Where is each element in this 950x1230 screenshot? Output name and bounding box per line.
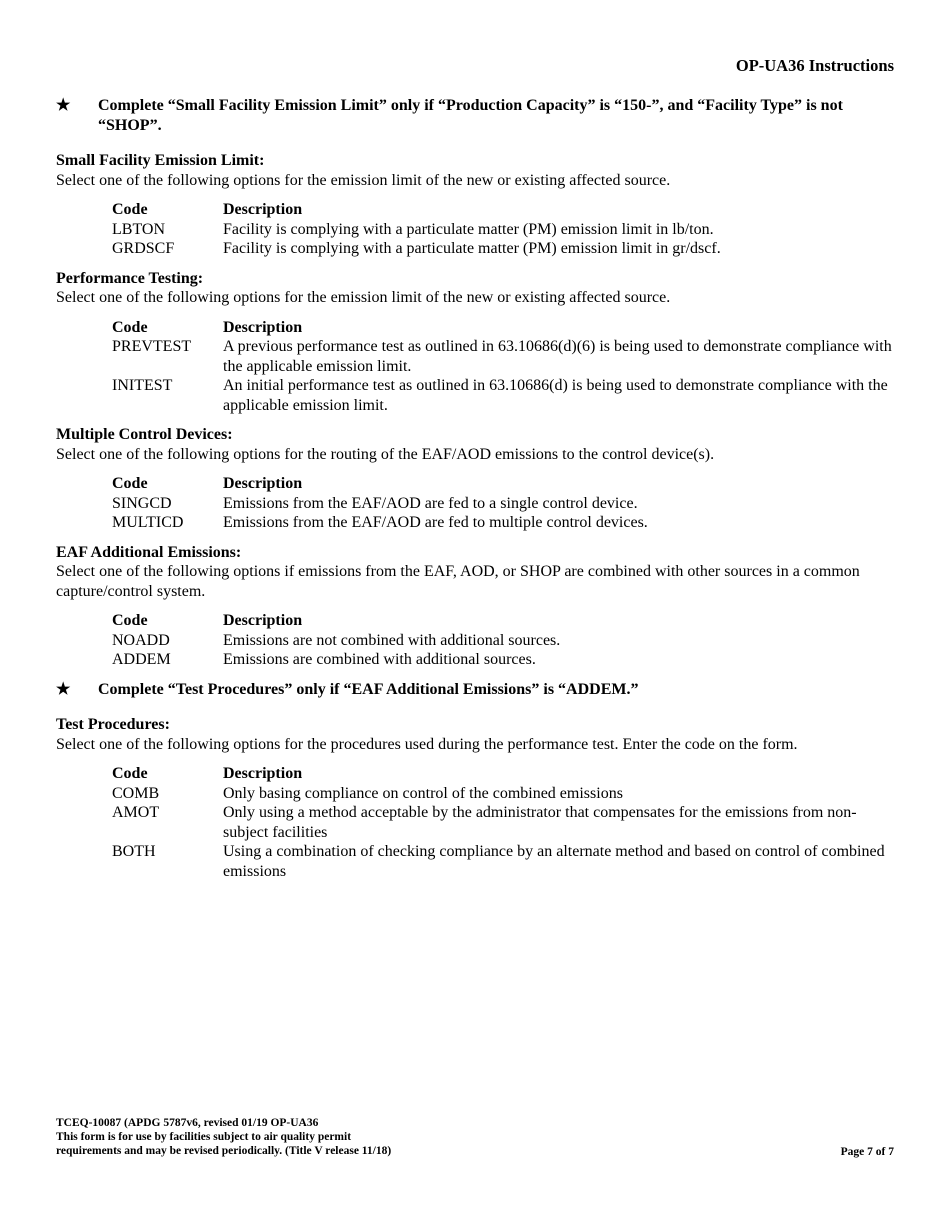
code-cell: GRDSCF [112,240,175,257]
star-icon: ★ [56,680,71,698]
code-cell: ADDEM [112,651,171,668]
table-header-row [112,764,896,784]
section-intro: Select one of the following options for the emission limit of the new or existing affected source. [56,289,671,306]
code-header: Code [112,612,148,629]
code-table [112,474,896,533]
section-intro: Select one of the following options if emissions from the EAF, AOD, or SHOP are combined with other sources in a common capture/control system. [56,563,860,600]
table-row [112,650,896,670]
description-header: Description [223,765,303,782]
description-cell: A previous performance test as outlined in 63.10686(d)(6) is being used to demonstrate compliance with the applicable emission limit. [223,338,892,375]
instruction-note [56,96,896,135]
page-header-title: OP-UA36 Instructions [735,56,894,75]
code-header: Code [112,318,148,336]
note-text: Complete “Small Facility Emission Limit” only if “Production Capacity” is “150-”, and “Facility Type” is not “SHOP”. [98,97,843,134]
table-header-row [112,200,896,220]
description-cell: An initial performance test as outlined in 63.10686(d) is being used to demonstrate compliance with the applicable emission limit. [223,377,888,414]
section-multiple-control-devices [56,425,896,533]
code-table [112,200,896,259]
instruction-note [56,680,896,700]
note-text: Complete “Test Procedures” only if “EAF Additional Emissions” is “ADDEM.” [98,680,639,698]
table-row [112,494,896,514]
section-title: EAF Additional Emissions: [56,543,242,561]
code-cell: INITEST [112,377,173,394]
section-performance-testing [56,269,896,416]
table-header-row [112,474,896,494]
code-header: Code [112,765,148,782]
table-row [112,631,896,651]
description-header: Description [223,475,303,492]
description-header: Description [223,318,303,336]
section-small-facility-emission-limit [56,151,896,259]
code-cell: COMB [112,784,160,802]
description-cell: Only basing compliance on control of the combined emissions [223,784,623,802]
description-cell: Emissions from the EAF/AOD are fed to a single control device. [223,494,638,512]
section-intro: Select one of the following options for the routing of the EAF/AOD emissions to the control device(s). [56,445,715,463]
description-cell: Facility is complying with a particulate matter (PM) emission limit in gr/dscf. [223,240,721,257]
description-cell: Using a combination of checking compliance by an alternate method and based on control of combined emissions [223,843,885,880]
table-row [112,803,896,842]
code-header: Code [112,201,148,218]
code-cell: SINGCD [112,494,172,512]
section-title: Performance Testing: [56,269,204,287]
code-cell: AMOT [112,804,160,821]
description-header: Description [223,201,303,218]
description-cell: Emissions are not combined with additional sources. [223,631,561,649]
code-cell: MULTICD [112,514,184,531]
footer-line: This form is for use by facilities subject to air quality permit [56,1131,352,1143]
table-row [112,239,896,259]
table-row [112,376,896,415]
section-title: Small Facility Emission Limit: [56,152,265,169]
section-test-procedures [56,715,896,881]
table-header-row [112,611,896,631]
section-title: Multiple Control Devices: [56,426,233,443]
page-number: Page 7 of 7 [840,1146,894,1158]
document-body [56,96,896,891]
footer-form-info [56,1116,391,1158]
code-cell: NOADD [112,631,170,649]
section-title: Test Procedures: [56,716,170,733]
description-cell: Emissions are combined with additional sources. [223,651,536,668]
description-cell: Facility is complying with a particulate matter (PM) emission limit in lb/ton. [223,220,714,238]
table-row [112,337,896,376]
code-cell: PREVTEST [112,338,192,355]
footer-line: TCEQ-10087 (APDG 5787v6, revised 01/19 OP-UA36 [56,1117,319,1129]
table-row [112,220,896,240]
table-row [112,513,896,533]
table-header-row [112,318,896,338]
code-header: Code [112,475,148,492]
code-cell: LBTON [112,220,166,238]
code-table [112,611,896,670]
description-cell: Emissions from the EAF/AOD are fed to multiple control devices. [223,514,648,531]
code-cell: BOTH [112,843,156,860]
table-row [112,784,896,804]
footer-line: requirements and may be revised periodically. (Title V release 11/18) [56,1145,392,1157]
code-table [112,318,896,416]
section-intro: Select one of the following options for the procedures used during the performance test. Enter the code on the form. [56,735,798,753]
table-row [112,842,896,881]
description-cell: Only using a method acceptable by the administrator that compensates for the emissions from non-subject facilities [223,804,857,841]
section-eaf-additional-emissions [56,543,896,670]
section-intro: Select one of the following options for the emission limit of the new or existing affected source. [56,171,671,189]
star-icon: ★ [56,97,71,114]
code-table [112,764,896,881]
description-header: Description [223,612,303,629]
